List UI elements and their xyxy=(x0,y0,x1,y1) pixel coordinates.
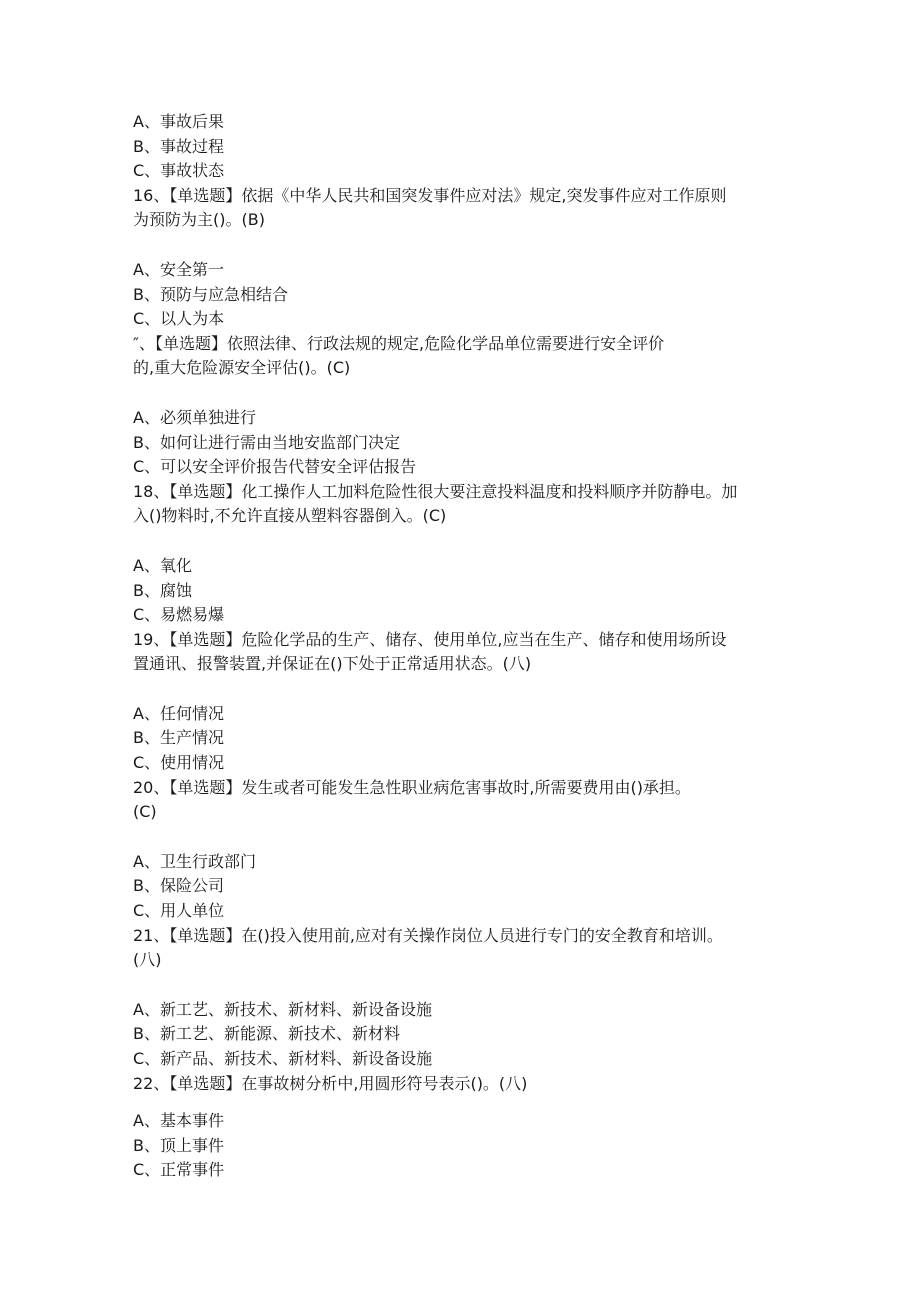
question-17-text: ″、【单选题】依照法律、行政法规的规定,危险化学品单位需要进行安全评价 xyxy=(133,333,665,353)
option-b: B、顶上事件 xyxy=(133,1135,224,1155)
option-c: C、正常事件 xyxy=(133,1160,225,1180)
option-a: A、必须单独进行 xyxy=(133,407,256,427)
option-c: C、使用情况 xyxy=(133,753,225,773)
document-page xyxy=(133,110,793,1183)
question-16-text: 16、【单选题】依据《中华人民共和国突发事件应对法》规定,突发事件应对工作原则 xyxy=(133,185,727,205)
option-b: B、如何让进行需由当地安监部门决定 xyxy=(133,432,400,452)
option-a: A、安全第一 xyxy=(133,259,224,279)
question-18-text-cont: 入()物料时,不允许直接从塑料容器倒入。(C) xyxy=(133,506,447,526)
option-a: A、任何情况 xyxy=(133,703,224,723)
option-c: C、用人单位 xyxy=(133,901,225,921)
option-c: C、以人为本 xyxy=(133,309,225,329)
option-c: C、事故状态 xyxy=(133,161,225,181)
question-17-text-cont: 的,重大危险源安全评估()。(C) xyxy=(133,358,351,378)
option-c: C、易燃易爆 xyxy=(133,605,225,625)
question-20-answer: (C) xyxy=(133,802,157,822)
question-18-text: 18、【单选题】化工操作人工加料危险性很大要注意投料温度和投料顺序并防静电。加 xyxy=(133,481,738,501)
option-a: A、新工艺、新技术、新材料、新设备设施 xyxy=(133,999,432,1019)
question-21-text: 21、【单选题】在()投入使用前,应对有关操作岗位人员进行专门的安全教育和培训。 xyxy=(133,925,723,945)
question-22-text: 22、【单选题】在事故树分析中,用圆形符号表示()。(八) xyxy=(133,1073,528,1093)
option-a: A、氧化 xyxy=(133,555,192,575)
question-16-text-cont: 为预防为主()。(B) xyxy=(133,210,265,230)
option-b: B、腐蚀 xyxy=(133,580,192,600)
option-a: A、基本事件 xyxy=(133,1111,224,1131)
option-b: B、生产情况 xyxy=(133,728,224,748)
option-b: B、事故过程 xyxy=(133,136,224,156)
option-b: B、预防与应急相结合 xyxy=(133,284,288,304)
option-b: B、新工艺、新能源、新技术、新材料 xyxy=(133,1024,400,1044)
question-19-text: 19、【单选题】危险化学品的生产、储存、使用单位,应当在生产、储存和使用场所设 xyxy=(133,629,727,649)
option-b: B、保险公司 xyxy=(133,876,224,896)
option-c: C、可以安全评价报告代替安全评估报告 xyxy=(133,457,417,477)
question-20-text: 20、【单选题】发生或者可能发生急性职业病危害事故时,所需要费用由()承担。 xyxy=(133,777,691,797)
question-21-answer: (八) xyxy=(133,950,162,970)
question-19-text-cont: 置通讯、报警装置,并保证在()下处于正常适用状态。(八) xyxy=(133,654,532,674)
option-c: C、新产品、新技术、新材料、新设备设施 xyxy=(133,1049,433,1068)
option-a: A、事故后果 xyxy=(133,112,224,131)
option-a: A、卫生行政部门 xyxy=(133,851,256,871)
